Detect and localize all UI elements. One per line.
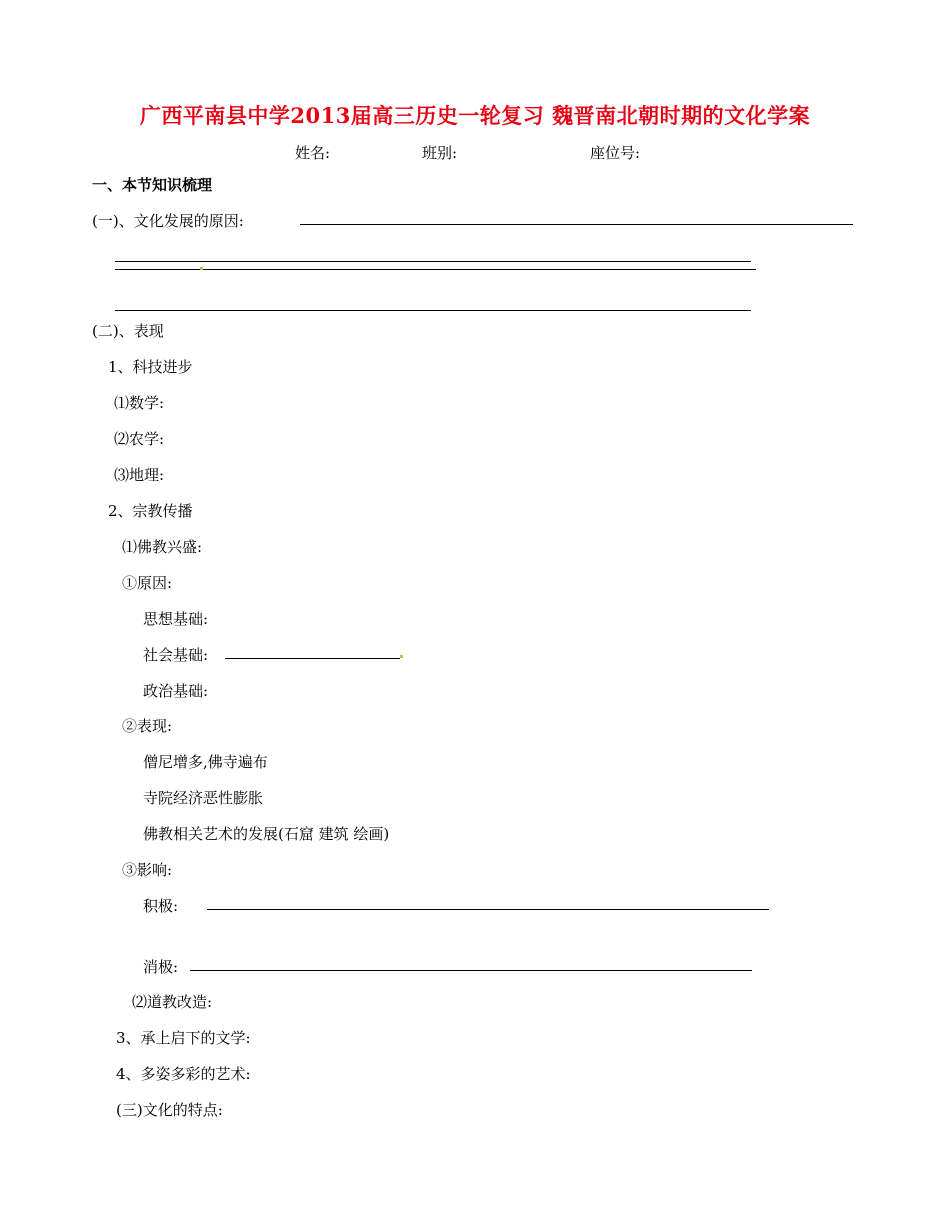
political-basis-label: 政治基础: <box>143 682 209 700</box>
performance-label: ②表现: <box>122 717 173 735</box>
part-one-label: (一)、文化发展的原因: <box>92 212 244 230</box>
performance-item: 寺院经济恶性膨胀 <box>143 789 264 807</box>
taoism-label: ⑵道教改造: <box>132 993 213 1011</box>
section-heading: 一、本节知识梳理 <box>92 176 213 194</box>
name-label: 姓名: <box>295 144 331 162</box>
answer-line <box>207 909 769 910</box>
answer-line <box>115 261 751 262</box>
part-three-label: (三)文化的特点: <box>116 1101 223 1119</box>
part-two-label: (二)、表现 <box>92 322 164 340</box>
answer-line <box>190 970 752 971</box>
performance-item: 僧尼增多,佛寺遍布 <box>143 753 268 771</box>
answer-line <box>115 269 756 270</box>
item-literature-label: 3、承上启下的文学: <box>116 1029 251 1047</box>
social-basis-label: 社会基础: <box>143 646 209 664</box>
performance-item: 佛教相关艺术的发展(石窟 建筑 绘画) <box>143 825 390 843</box>
class-label: 班别: <box>422 144 458 162</box>
agriculture-label: ⑵农学: <box>114 430 165 448</box>
ink-speck <box>400 655 403 658</box>
item-science-label: 1、科技进步 <box>108 358 193 376</box>
reason-label: ①原因: <box>122 574 173 592</box>
answer-line <box>300 224 853 225</box>
item-religion-label: 2、宗教传播 <box>108 502 193 520</box>
positive-label: 积极: <box>143 897 179 915</box>
item-art-label: 4、多姿多彩的艺术: <box>116 1065 251 1083</box>
geography-label: ⑶地理: <box>114 466 165 484</box>
math-label: ⑴数学: <box>114 394 165 412</box>
answer-line <box>115 310 751 311</box>
negative-label: 消极: <box>143 958 179 976</box>
ink-speck <box>200 267 203 270</box>
page-title: 广西平南县中学2013届高三历史一轮复习 魏晋南北朝时期的文化学案 <box>139 103 811 128</box>
answer-line <box>225 658 400 659</box>
seat-number-label: 座位号: <box>590 144 641 162</box>
influence-label: ③影响: <box>122 861 173 879</box>
buddhism-label: ⑴佛教兴盛: <box>122 538 203 556</box>
thought-basis-label: 思想基础: <box>143 610 209 628</box>
